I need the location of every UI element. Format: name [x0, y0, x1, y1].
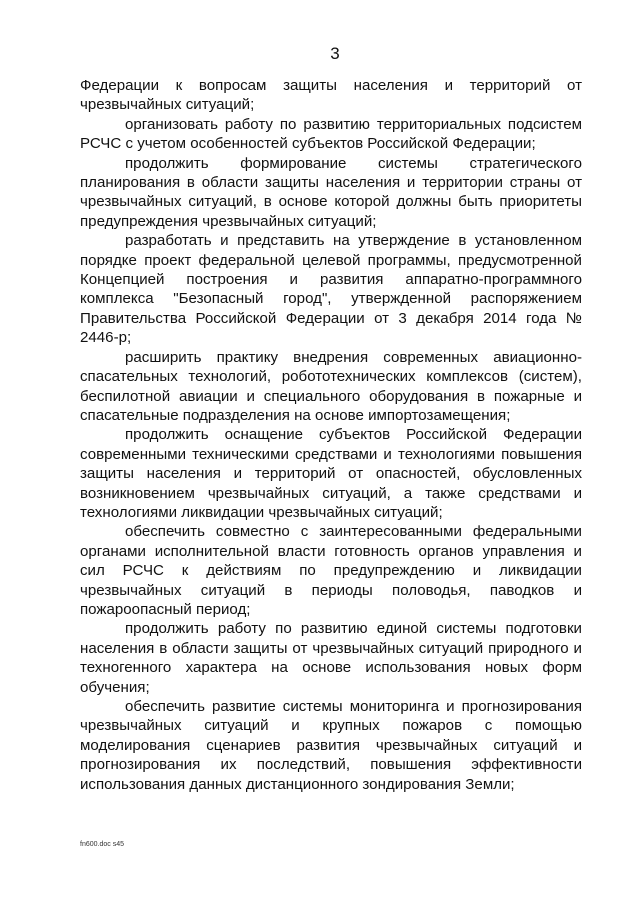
paragraph-flood-fire-readiness: обеспечить совместно с заинтересованными федеральными органами исполнительной власти готовность органов управления и сил РСЧС к действиям по предупреждению и ликвидации чрезвычайных ситуаций в периоды половодья, паводков и пожароопасный период;	[80, 523, 582, 618]
paragraph-strategic-planning: продолжить формирование системы стратегического планирования в области защиты населения и территории страны от чрезвычайных ситуаций, в основе которой должны быть приоритеты предупреждения чрезвычайных ситуаций;	[80, 154, 582, 230]
paragraph-monitoring-forecasting: обеспечить развитие системы мониторинга и прогнозирования чрезвычайных ситуаций и крупных пожаров с помощью моделирования сценариев развития чрезвычайных ситуаций и прогнозирования их последствий, повышения эффективности использования данных дистанционного зондирования Земли;	[80, 698, 582, 793]
paragraph-continuation: Федерации к вопросам защиты населения и территорий от чрезвычайных ситуаций;	[80, 77, 582, 114]
document-body	[80, 76, 582, 794]
paragraph-technical-equipment: продолжить оснащение субъектов Российской Федерации современными техническими средствами и технологиями повышения защиты населения и территорий от опасностей, обусловленных возникновением чрезвычайных ситуаций, а также средствами и технологиями ликвидации чрезвычайных ситуаций;	[80, 426, 582, 521]
paragraph-safe-city-program: разработать и представить на утверждение в установленном порядке проект федеральной целевой программы, предусмотренной Концепцией построения и развития аппаратно-программного комплекса "Безопасный город", утвержденной распоряжением Правительства Российской Федерации от 3 декабря 2014 года № 2446-р;	[80, 232, 582, 347]
paragraph-population-training: продолжить работу по развитию единой системы подготовки населения в области защиты от чрезвычайных ситуаций природного и техногенного характера на основе использования новых форм обучения;	[80, 620, 582, 696]
paragraph-rschs-subsystems: организовать работу по развитию территориальных подсистем РСЧС с учетом особенностей субъектов Российской Федерации;	[80, 115, 582, 153]
paragraph-aviation-technologies: расширить практику внедрения современных авиационно-спасательных технологий, робототехнических комплексов (систем), беспилотной авиации и специального оборудования в пожарные и спасательные подразделения на основе импортозамещения;	[80, 348, 582, 424]
page-number: 3	[330, 44, 340, 63]
document-footer: fn600.doc s45	[80, 841, 124, 848]
